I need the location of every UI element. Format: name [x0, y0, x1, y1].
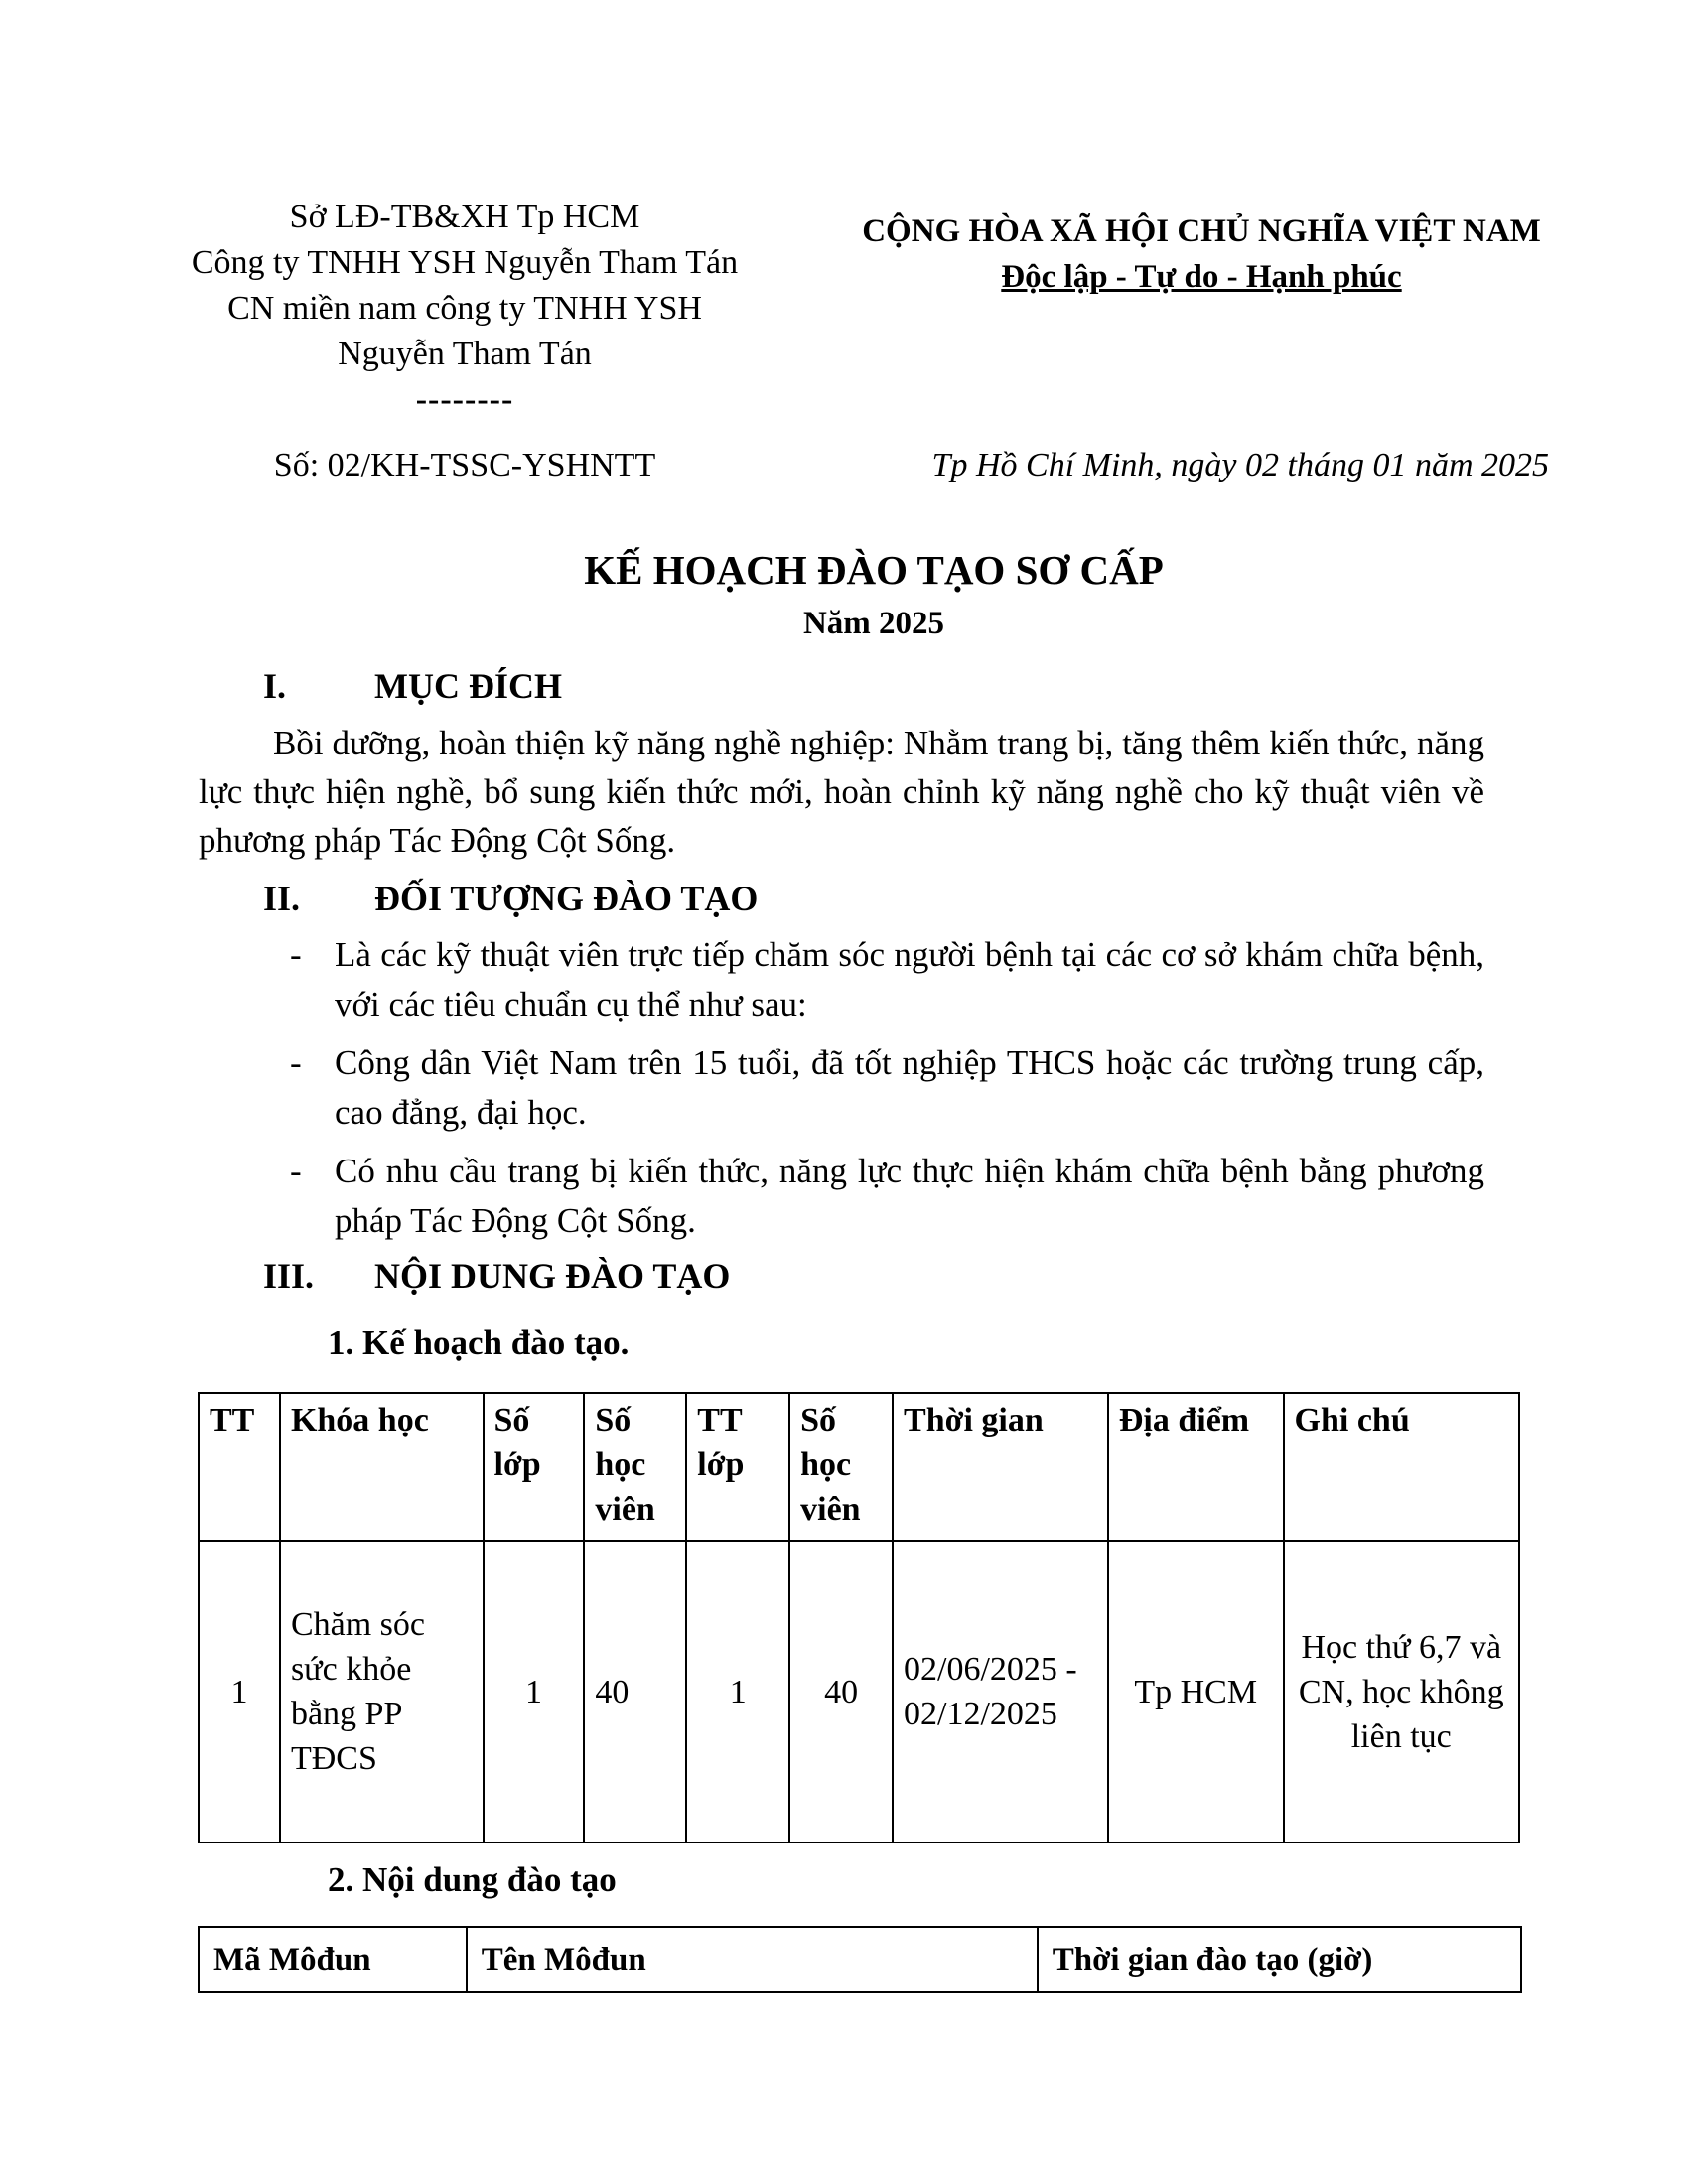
bullet-dash: -: [290, 1152, 302, 1190]
agency-line-3: CN miền nam công ty TNHH YSH: [227, 290, 702, 327]
column-header: Thời gian đào tạo (giờ): [1038, 1927, 1521, 1992]
cell-time: 02/06/2025 - 02/12/2025: [893, 1541, 1108, 1843]
document-date: Tp Hồ Chí Minh, ngày 02 tháng 01 năm 2025: [931, 447, 1549, 483]
bullet-text: Là các kỹ thuật viên trực tiếp chăm sóc người bệnh tại các cơ sở khám chữa bệnh, với các tiêu chuẩn cụ thể như sau:: [335, 935, 1484, 1024]
subsection-1-heading: 1. Kế hoạch đào tạo.: [328, 1323, 630, 1362]
cell-course: Chăm sóc sức khỏe bằng PP TĐCS: [280, 1541, 484, 1843]
section-1-number: I.: [263, 666, 287, 706]
bullet-dash: -: [290, 1043, 302, 1082]
bullet-item: [290, 930, 1484, 1029]
subsection-2-heading: 2. Nội dung đào tạo: [328, 1860, 617, 1899]
bullet-dash: -: [290, 935, 302, 974]
agency-separator: --------: [415, 381, 514, 418]
cell-tt: 1: [199, 1541, 280, 1843]
section-2-title: ĐỐI TƯỢNG ĐÀO TẠO: [374, 879, 759, 918]
section-1-paragraph: Bồi dưỡng, hoàn thiện kỹ năng nghề nghiệp: Nhằm trang bị, tăng thêm kiến thức, năng lực thực hiện nghề, bổ sung kiến thức mới, hoàn chỉnh kỹ năng nghề cho kỹ thuật viên về phương pháp Tác Động Cột Sống.: [199, 724, 1484, 860]
column-header: Địa điểm: [1108, 1393, 1284, 1541]
cell-note: Học thứ 6,7 và CN, học không liên tục: [1284, 1541, 1519, 1843]
section-2-number: II.: [263, 879, 301, 918]
nation-name: CỘNG HÒA XÃ HỘI CHỦ NGHĨA VIỆT NAM: [862, 213, 1541, 249]
cell-num-classes: 1: [484, 1541, 585, 1843]
agency-line-4: Nguyễn Tham Tán: [338, 336, 592, 372]
column-header: TT lớp: [686, 1393, 789, 1541]
document-number: Số: 02/KH-TSSC-YSHNTT: [273, 447, 656, 483]
national-motto: Độc lập - Tự do - Hạnh phúc: [1001, 259, 1402, 295]
bullet-item: [290, 1038, 1484, 1138]
agency-line-1: Sở LĐ-TB&XH Tp HCM: [289, 199, 640, 235]
national-header-block: [824, 208, 1579, 300]
cell-class-students: 40: [789, 1541, 893, 1843]
column-header: Ghi chú: [1284, 1393, 1519, 1541]
column-header: Thời gian: [893, 1393, 1108, 1541]
agency-line-2: Công ty TNHH YSH Nguyễn Tham Tán: [191, 244, 739, 281]
column-header: TT: [199, 1393, 280, 1541]
document-subtitle: Năm 2025: [802, 606, 945, 641]
column-header: Số học viên: [584, 1393, 686, 1541]
cell-num-students: 40: [584, 1541, 686, 1843]
bullet-text: Công dân Việt Nam trên 15 tuổi, đã tốt nghiệp THCS hoặc các trường trung cấp, cao đẳng, đại học.: [335, 1043, 1484, 1132]
cell-class-tt: 1: [686, 1541, 789, 1843]
bullet-text: Có nhu cầu trang bị kiến thức, năng lực thực hiện khám chữa bệnh bằng phương pháp Tác Động Cột Sống.: [335, 1152, 1484, 1240]
table-header-row: [199, 1393, 1519, 1541]
cell-location: Tp HCM: [1108, 1541, 1284, 1843]
column-header: Mã Môđun: [199, 1927, 467, 1992]
column-header: Số học viên: [789, 1393, 893, 1541]
column-header: Khóa học: [280, 1393, 484, 1541]
document-title: KẾ HOẠCH ĐÀO TẠO SƠ CẤP: [584, 547, 1164, 593]
column-header: Tên Môđun: [467, 1927, 1038, 1992]
module-table: [198, 1926, 1522, 1993]
section-1-title: MỤC ĐÍCH: [374, 666, 562, 706]
training-plan-table: [198, 1392, 1520, 1843]
table-row: [199, 1541, 1519, 1843]
issuing-agency-block: [149, 195, 780, 423]
table-header-row: [199, 1927, 1521, 1992]
section-3-number: III.: [263, 1256, 315, 1296]
section-3-title: NỘI DUNG ĐÀO TẠO: [374, 1256, 731, 1296]
column-header: Số lớp: [484, 1393, 585, 1541]
bullet-item: [290, 1147, 1484, 1246]
